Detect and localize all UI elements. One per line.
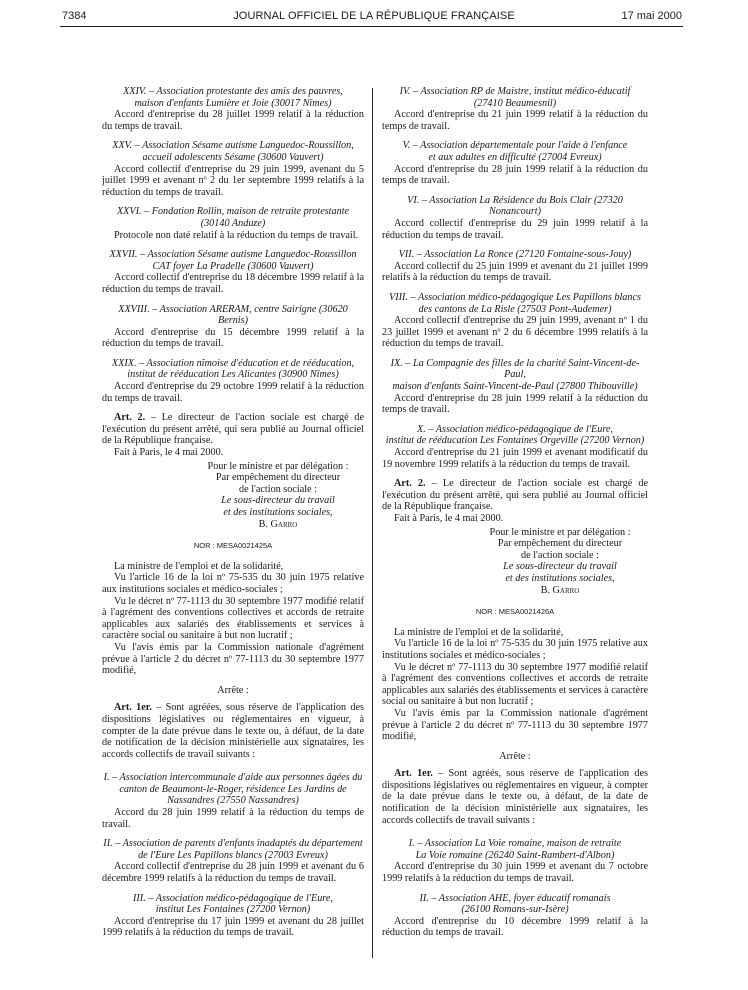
article-1-label: Art. 1er. bbox=[394, 768, 433, 780]
agreement-title: XXVII. – Association Sésame autisme Languedoc-Roussillon bbox=[109, 249, 357, 261]
agreement-title: II. – Association AHE, foyer éducatif romanais bbox=[419, 892, 611, 904]
signature-line: Par empêchement du directeur bbox=[497, 538, 623, 550]
agreement-item bbox=[382, 358, 648, 416]
page-number: 7384 bbox=[62, 10, 87, 22]
signature-line: Pour le ministre et par délégation : bbox=[489, 526, 631, 538]
left-column bbox=[102, 86, 364, 947]
agreement-text: Accord d'entreprise du 28 juin 1999 relatif à la réduction du temps de travail. bbox=[382, 392, 648, 416]
agreement-item bbox=[382, 424, 648, 470]
agreement-title: XXIX. – Association nîmoise d'éducation et de rééducation, bbox=[111, 357, 355, 369]
agreement-item bbox=[102, 249, 364, 295]
agreement-item bbox=[382, 893, 648, 939]
article-1-text: – Sont agréés, sous réserve de l'application des dispositions législatives ou réglementaires en vigueur, à compter de la date prévue dans le texte ou, à défaut, de la date de notification de la décision ministérielle aux signataires, les accords collectifs de travail suivants : bbox=[382, 768, 648, 826]
agreement-title: II. – Association de parents d'enfants inadaptés du département bbox=[103, 838, 363, 850]
preamble-paragraph: La ministre de l'emploi et de la solidarité, bbox=[114, 560, 284, 572]
agreement-item bbox=[382, 140, 648, 186]
agreement-text: Accord collectif d'entreprise du 29 juin 1999 relatif à la réduction du temps de travail. bbox=[382, 217, 648, 241]
agreement-text: Accord collectif du 25 juin 1999 et avenant du 21 juillet 1999 relatifs à la réduction du temps de travail. bbox=[382, 260, 648, 284]
agreement-text: Accord du 28 juin 1999 relatif à la réduction du temps de travail. bbox=[102, 807, 364, 830]
agreement-title: I. – Association intercommunale d'aide aux personnes âgées du canton de Beaumont-le-Roger, résidence Les Jardins de Nassandres (27550 Nassandres) bbox=[103, 772, 363, 807]
agreement-text: Accord d'entreprise du 28 juin 1999 relatif à la réduction du temps de travail. bbox=[382, 163, 648, 187]
article-2 bbox=[382, 478, 648, 513]
agreement-title: XXV. – Association Sésame autisme Languedoc-Roussillon, bbox=[112, 140, 354, 152]
agreement-title: XXVI. – Fondation Rollin, maison de retraite protestante bbox=[116, 206, 350, 218]
agreement-title: IX. – La Compagnie des filles de la charité Saint-Vincent-de-Paul, bbox=[390, 357, 640, 381]
agreement-item bbox=[102, 86, 364, 132]
agreement-title: XXIV. – Association protestante des amis des pauvres, bbox=[123, 86, 343, 97]
agreement-item bbox=[382, 249, 648, 284]
preamble-paragraph: Vu l'article 16 de la loi nº 75-535 du 30 juin 1975 relative aux institutions sociales et médico-sociales ; bbox=[102, 572, 364, 595]
fait-a-paris: Fait à Paris, le 4 mai 2000. bbox=[394, 513, 504, 524]
preamble-paragraph: Vu le décret nº 77-1113 du 30 septembre 1977 modifié relatif à l'agrément des conventions collectives et accords de retraite applicables aux salariés des établissements et services à caractère social ou sanitaire à but non lucratif ; bbox=[102, 595, 364, 642]
article-1-text: – Sont agréées, sous réserve de l'application des dispositions législatives ou réglementaires en vigueur, à compter de la date prévue dans le texte ou, à défaut, de la date de notification de la décision ministérielle aux signataires, les accords collectifs de travail suivants : bbox=[102, 702, 364, 760]
article-1 bbox=[102, 702, 364, 760]
agreement-title: maison d'enfants Lumière et Joie (30017 Nîmes) bbox=[134, 97, 332, 109]
agreement-title: des cantons de La Risle (27503 Pont-Audemer) bbox=[418, 303, 612, 315]
agreement-title: maison d'enfants Saint-Vincent-de-Paul (27800 Thibouville) bbox=[392, 381, 638, 393]
article-1 bbox=[382, 768, 648, 826]
agreement-title: XXVIII. – Association ARERAM, centre Sairigne (30620 Bernis) bbox=[118, 303, 348, 327]
agreement-title: VIII. – Association médico-pédagogique Les Papillons blancs bbox=[389, 291, 641, 303]
agreement-text: Accord collectif d'entreprise du 29 juin 1999, avenant nº 1 du 23 juillet 1999 et avenant nº 2 du 6 décembre 1999 relatifs à la réduction du temps de travail. bbox=[382, 315, 648, 350]
agreement-text: Accord d'entreprise du 10 décembre 1999 relatif à la réduction du temps de travail. bbox=[382, 915, 648, 939]
agreement-title: III. – Association médico-pédagogique de l'Eure, bbox=[133, 892, 333, 904]
agreement-text: Accord collectif d'entreprise du 18 décembre 1999 relatif à la réduction du temps de travail. bbox=[102, 272, 364, 295]
agreement-text: Accord d'entreprise du 17 juin 1999 et avenant du 28 juillet 1999 relatifs à la réduction du temps de travail. bbox=[102, 915, 364, 939]
article-2-label: Art. 2. bbox=[114, 412, 146, 424]
arrete-heading: Arrête : bbox=[499, 750, 531, 762]
agreement-title: (27410 Beaumesnil) bbox=[473, 97, 557, 109]
agreement-item bbox=[102, 772, 364, 830]
preamble-paragraph: Vu le décret nº 77-1113 du 30 septembre 1977 modifié relatif à l'agrément des conventions collectives et accords de retraite applicables aux salariés des établissements et services à caractère social ou sanitaire à but non lucratif ; bbox=[382, 661, 648, 708]
fait-a-paris: Fait à Paris, le 4 mai 2000. bbox=[114, 447, 224, 459]
agreement-title: VII. – Association La Ronce (27120 Fontaine-sous-Jouy) bbox=[398, 249, 632, 261]
signature-line: Par empêchement du directeur bbox=[215, 472, 341, 484]
agreement-item bbox=[102, 206, 364, 241]
agreement-text: Accord d'entreprise du 15 décembre 1999 relatif à la réduction du temps de travail. bbox=[102, 326, 364, 350]
arrete-heading: Arrête : bbox=[217, 684, 249, 696]
signature-line: B. Garro bbox=[258, 518, 298, 530]
agreement-title: V. – Association départementale pour l'aide à l'enfance bbox=[402, 140, 628, 152]
journal-title: JOURNAL OFFICIEL DE LA RÉPUBLIQUE FRANÇAISE bbox=[233, 10, 515, 22]
article-1-label: Art. 1er. bbox=[114, 702, 152, 714]
issue-date: 17 mai 2000 bbox=[621, 10, 682, 22]
agreement-title: accueil adolescents Sésame (30600 Vauvert) bbox=[142, 151, 324, 163]
agreement-title: institut de rééducation Les Fontaines Orgeville (27200 Vernon) bbox=[385, 435, 645, 447]
signature-line: et des institutions sociales, bbox=[223, 507, 333, 518]
agreement-text: Accord d'entreprise du 30 juin 1999 et avenant du 7 octobre 1999 relatifs à la réduction du temps de travail. bbox=[382, 861, 648, 885]
signature-line: et des institutions sociales, bbox=[505, 572, 615, 584]
agreement-item bbox=[102, 838, 364, 884]
signature-block bbox=[192, 461, 364, 531]
header-rule bbox=[60, 26, 683, 27]
agreement-text: Protocole non daté relatif à la réduction du temps de travail. bbox=[114, 229, 359, 241]
agreement-text: Accord d'entreprise du 28 juillet 1999 relatif à la réduction du temps de travail. bbox=[102, 109, 364, 132]
agreement-title: X. – Association médico-pédagogique de l'Eure, bbox=[417, 423, 613, 435]
signature-line: Le sous-directeur du travail bbox=[503, 561, 617, 573]
agreement-title: (30140 Anduze) bbox=[200, 217, 266, 229]
preamble-paragraph: La ministre de l'emploi et de la solidarité, bbox=[394, 626, 564, 638]
signature-line: Le sous-directeur du travail bbox=[221, 495, 335, 507]
agreement-item bbox=[102, 140, 364, 198]
signature-line: Pour le ministre et par délégation : bbox=[207, 460, 349, 472]
signature-line: de l'action sociale : bbox=[239, 483, 317, 495]
agreement-item bbox=[382, 292, 648, 350]
preamble-paragraph: Vu l'avis émis par la Commission nationale d'agrément prévue à l'article 2 du décret nº 77-1113 du 30 septembre 1977 modifié, bbox=[382, 707, 648, 743]
article-2-label: Art. 2. bbox=[394, 478, 426, 490]
signature-line: B. Garro bbox=[540, 584, 580, 596]
agreement-title: de l'Eure Les Papillons blancs (27003 Evreux) bbox=[138, 849, 328, 861]
agreement-title: I. – Association La Voie romaine, maison de retraite bbox=[408, 838, 622, 850]
agreement-item bbox=[102, 304, 364, 350]
agreement-text: Accord collectif d'entreprise du 29 juin 1999, avenant du 5 juillet 1999 et avenant nº 2 du 1er septembre 1999 relatifs à la réduction du temps de travail. bbox=[102, 163, 364, 198]
agreement-text: Accord collectif d'entreprise du 28 juin 1999 et avenant du 6 décembre 1999 relatifs à la réduction du temps de travail. bbox=[102, 861, 364, 885]
agreement-item bbox=[382, 195, 648, 241]
signature-block bbox=[472, 527, 648, 597]
agreement-title: IV. – Association RP de Maistre, institut médico-éducatif bbox=[399, 86, 631, 97]
signature-line: de l'action sociale : bbox=[521, 549, 599, 561]
agreement-text: Accord d'entreprise du 29 octobre 1999 relatif à la réduction du temps de travail. bbox=[102, 381, 364, 404]
nor-reference: NOR : MESA0021425A bbox=[193, 541, 273, 551]
agreement-title: et aux adultes en difficulté (27004 Evreux) bbox=[428, 151, 602, 163]
agreement-title: CAT foyer La Pradelle (30600 Vauvert) bbox=[152, 260, 314, 272]
agreement-item bbox=[102, 893, 364, 939]
agreement-title: VI. – Association La Résidence du Bois Clair (27320 Nonancourt) bbox=[407, 194, 623, 218]
agreement-title: (26100 Romans-sur-Isère) bbox=[461, 904, 569, 916]
right-column bbox=[382, 86, 648, 947]
agreement-title: institut Les Fontaines (27200 Vernon) bbox=[155, 904, 311, 916]
nor-reference: NOR : MESA0021426A bbox=[475, 607, 555, 617]
article-2-text: – Le directeur de l'action sociale est chargé de l'exécution du présent arrêté, qui sera publié au Journal officiel de la République française. bbox=[102, 412, 365, 447]
article-2 bbox=[102, 412, 364, 447]
agreement-text: Accord d'entreprise du 21 juin 1999 relatif à la réduction du temps de travail. bbox=[382, 109, 648, 132]
agreement-title: La Voie romaine (26240 Saint-Rambert-d'Albon) bbox=[415, 849, 615, 861]
agreement-text: Accord d'entreprise du 21 juin 1999 et avenant modificatif du 19 novembre 1999 relatifs à la réduction du temps de travail. bbox=[382, 447, 648, 470]
agreement-item bbox=[382, 838, 648, 884]
article-2-text: – Le directeur de l'action sociale est chargé de l'exécution du présent arrêté, qui sera publié au Journal officiel de la République française. bbox=[382, 478, 648, 513]
agreement-title: institut de rééducation Les Alicantes (30900 Nîmes) bbox=[127, 369, 339, 381]
agreement-item bbox=[382, 86, 648, 132]
agreement-item bbox=[102, 358, 364, 404]
column-divider bbox=[372, 88, 373, 958]
preamble-paragraph: Vu l'article 16 de la loi nº 75-535 du 30 juin 1975 relative aux institutions sociales et médico-sociales ; bbox=[382, 638, 648, 661]
preamble-paragraph: Vu l'avis émis par la Commission nationale d'agrément prévue à l'article 2 du décret nº 77-1113 du 30 septembre 1977 modifié, bbox=[102, 641, 364, 677]
